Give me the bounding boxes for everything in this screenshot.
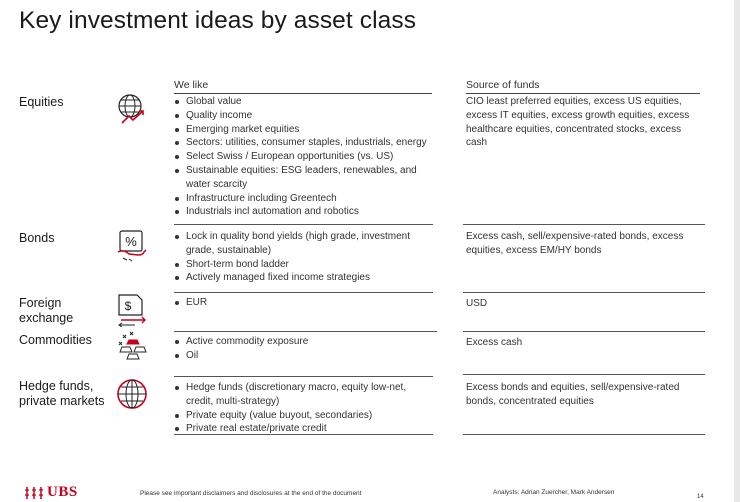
list-item: Emerging market equities [174,123,433,137]
row-label-bonds: Bonds [19,231,55,245]
equities-source-of-funds: CIO least preferred equities, excess US equities, excess IT equities, excess growth equities, excess healthcare equities, concentrated stocks, excess cash [466,96,690,149]
list-item: Infrastructure including Greentech [174,192,433,206]
equities-likes-list [174,95,433,219]
row-label-equities: Equities [19,95,64,109]
page-title: Key investment ideas by asset class [19,7,417,34]
row-divider [463,292,705,293]
row-label-line: private markets [19,394,105,408]
globe-grid-icon [115,377,149,411]
list-item: Lock in quality bond yields (high grade, investment grade, sustainable) [174,230,433,258]
svg-text:%: % [125,234,137,249]
hedge-source-of-funds: Excess bonds and equities, sell/expensive-rated bonds, concentrated equities [466,382,680,407]
row-label-line: exchange [19,311,74,325]
row-divider [463,331,705,332]
row-label-line: Foreign [19,296,62,310]
ubs-keys-icon [24,486,44,500]
row-divider [174,376,433,377]
list-item: Oil [174,349,433,363]
gold-bars-icon [115,330,149,364]
list-item: Sustainable equities: ESG leaders, renewables, and water scarcity [174,164,433,192]
fx-source-of-funds: USD [466,298,488,309]
row-label-commodities: Commodities [19,333,92,347]
list-item: Select Swiss / European opportunities (vs. US) [174,150,433,164]
list-item: Hedge funds (discretionary macro, equity low-net, credit, multi-strategy) [174,381,433,409]
list-item: Global value [174,95,433,109]
row-divider [463,374,705,375]
column-header-we-like: We like [174,79,432,94]
row-divider [463,224,705,225]
hedge-likes-list [174,381,433,436]
list-item: EUR [174,296,433,310]
list-item: Active commodity exposure [174,335,433,349]
globe-chart-icon [115,92,149,126]
fx-likes-list [174,296,433,310]
page-number: 14 [697,494,704,500]
disclaimer-text: Please see important disclaimers and disclosures at the end of the document [140,490,362,497]
row-divider [463,434,705,435]
commodities-source-of-funds: Excess cash [466,337,523,348]
percent-hand-icon [115,228,149,262]
logo-text: UBS [47,484,78,500]
list-item: Private real estate/private credit [174,422,433,436]
scrollbar-track[interactable] [734,0,740,502]
list-item: Actively managed fixed income strategies [174,271,433,285]
row-divider [174,224,433,225]
row-label-foreign-exchange [19,296,73,326]
ubs-logo [24,484,78,501]
row-divider [174,292,433,293]
list-item: Short-term bond ladder [174,258,433,272]
bonds-source-of-funds: Excess cash, sell/expensive-rated bonds, excess equities, excess EM/HY bonds [466,231,684,256]
dollar-exchange-icon [115,293,149,327]
analysts-text: Analysts: Adrian Zuercher, Mark Andersen [493,489,615,496]
commodities-likes-list [174,335,433,363]
list-item: Sectors: utilities, consumer staples, industrials, energy [174,136,433,150]
bonds-likes-list [174,230,433,285]
list-item: Industrials incl automation and robotics [174,205,433,219]
row-label-line: Hedge funds, [19,379,94,393]
list-item: Private equity (value buyout, secondaries) [174,409,433,423]
svg-text:$: $ [124,299,132,313]
list-item: Quality income [174,109,433,123]
row-label-hedge-funds-private-markets [19,379,104,409]
column-header-source-of-funds: Source of funds [466,79,700,94]
row-divider [174,434,433,435]
row-divider [174,331,437,332]
